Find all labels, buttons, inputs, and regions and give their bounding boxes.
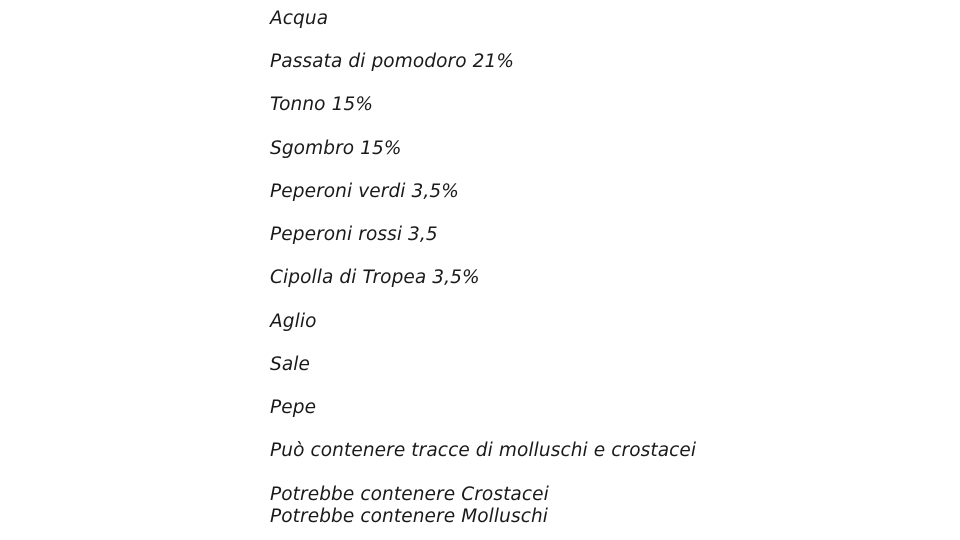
ingredient-item: Acqua	[270, 8, 329, 29]
ingredient-item: Aglio	[270, 311, 317, 332]
ingredient-item: Cipolla di Tropea 3,5%	[270, 267, 480, 288]
ingredient-item: Sgombro 15%	[270, 138, 402, 159]
ingredient-item: Peperoni verdi 3,5%	[270, 181, 459, 202]
ingredient-item: Pepe	[270, 397, 317, 418]
allergen-note-item	[270, 484, 549, 528]
ingredient-item: Può contenere tracce di molluschi e crostacei	[270, 440, 697, 461]
ingredient-item: Tonno 15%	[270, 94, 374, 115]
allergen-note-molluschi: Potrebbe contenere Molluschi	[270, 506, 549, 527]
ingredient-item: Sale	[270, 354, 311, 375]
ingredient-item: Passata di pomodoro 21%	[270, 51, 515, 72]
allergen-note-crostacei: Potrebbe contenere Crostacei	[270, 484, 549, 505]
ingredient-item: Peperoni rossi 3,5	[270, 224, 438, 245]
